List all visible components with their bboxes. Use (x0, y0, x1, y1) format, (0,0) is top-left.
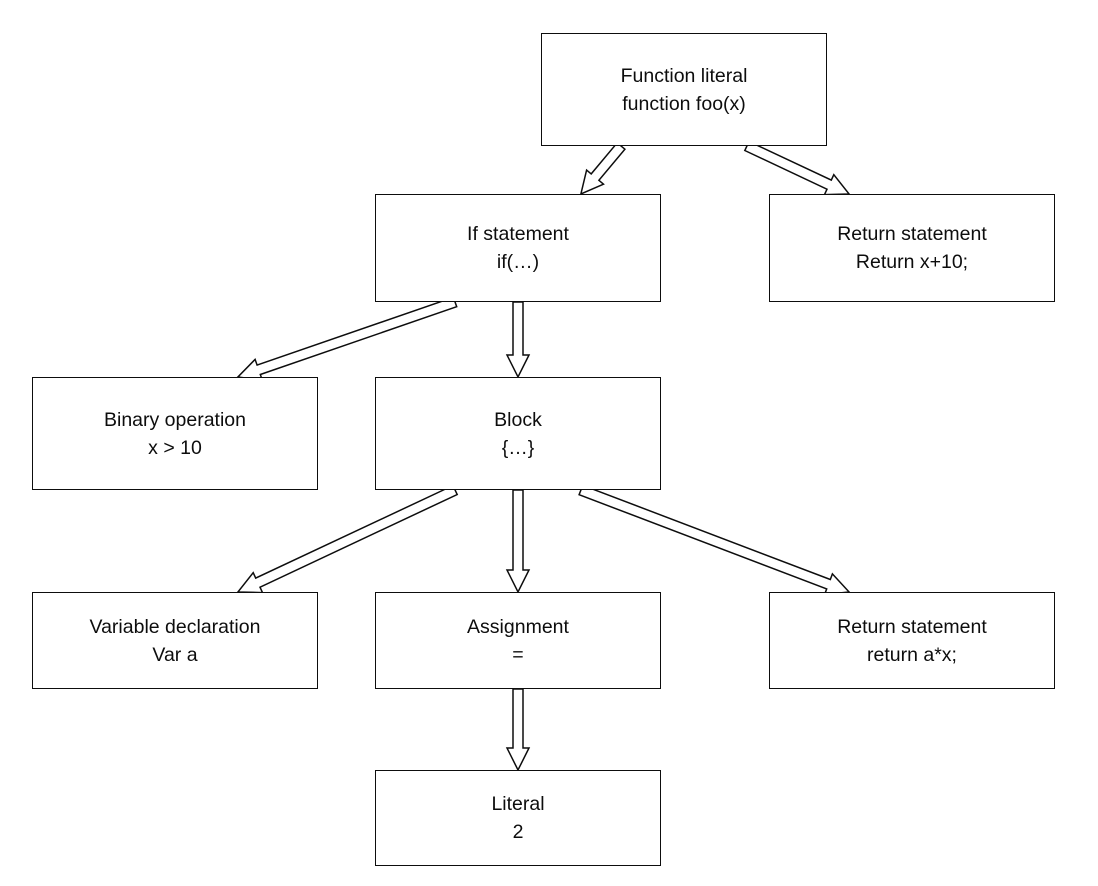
node-title: Function literal (620, 64, 748, 87)
node-assignment (375, 592, 661, 689)
edge-block-to-return-statement-inner (579, 485, 849, 594)
node-title: Return statement (837, 223, 987, 245)
edge-block-to-variable-declaration (238, 486, 457, 593)
node-detail: {…} (501, 436, 535, 459)
node-variable-declaration (32, 592, 318, 689)
node-detail: = (512, 643, 524, 666)
edge-assignment-to-literal (507, 689, 529, 770)
node-detail: Var a (152, 643, 198, 666)
edge-block-to-assignment (507, 490, 529, 592)
node-detail: Return x+10; (855, 251, 969, 273)
node-binary-operation (32, 377, 318, 490)
edge-if-statement-to-block (507, 302, 529, 377)
node-block (375, 377, 661, 490)
edge-function-literal-to-return-statement-outer (745, 142, 849, 195)
node-return-statement-outer (769, 194, 1055, 302)
node-title: Return statement (837, 615, 987, 638)
node-detail: 2 (512, 821, 524, 843)
node-title: Variable declaration (89, 615, 261, 638)
node-title: Assignment (467, 615, 569, 638)
node-detail: x > 10 (148, 436, 202, 459)
edge-if-statement-to-binary-operation (238, 297, 457, 380)
node-title: Binary operation (103, 408, 246, 431)
node-detail: return a*x; (867, 643, 957, 666)
node-literal (375, 770, 661, 866)
node-detail: if(…) (496, 251, 540, 273)
edge-function-literal-to-if-statement (581, 143, 625, 194)
node-detail: function foo(x) (622, 92, 746, 115)
node-function-literal (541, 33, 827, 146)
node-if-statement (375, 194, 661, 302)
node-title: Literal (491, 793, 545, 815)
node-title: Block (494, 408, 542, 431)
node-title: If statement (467, 223, 569, 245)
node-return-statement-inner (769, 592, 1055, 689)
